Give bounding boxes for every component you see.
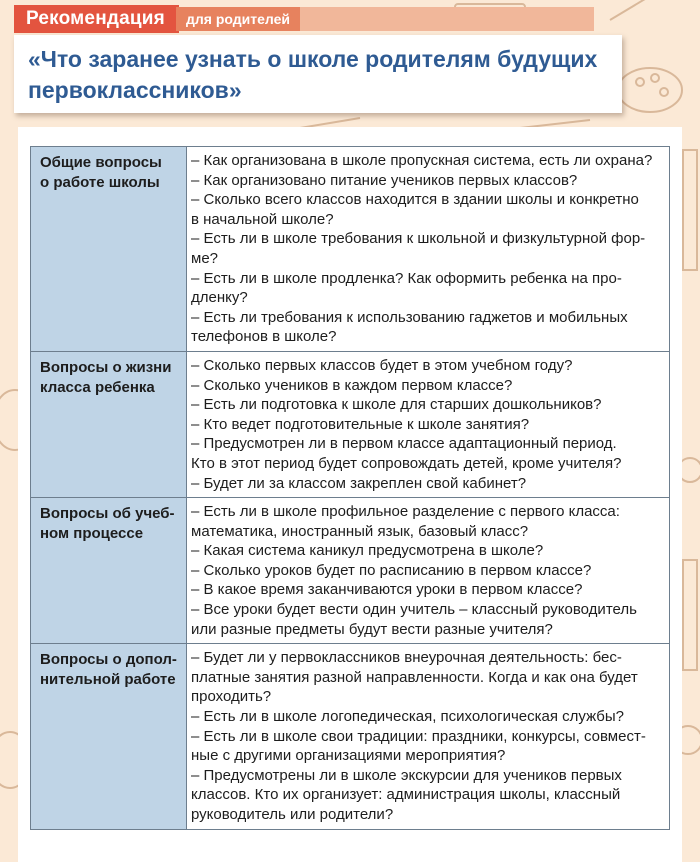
question-line: – Сколько всего классов находится в здании школы и конкретно <box>191 191 639 209</box>
question-line: – Сколько учеников в каждом первом классе? <box>191 376 513 394</box>
table-row <box>31 147 670 352</box>
question-line: – Предусмотрены ли в школе экскурсии для учеников первых <box>191 766 622 784</box>
category-cell <box>31 147 187 352</box>
question-line: – Есть ли в школе профильное разделение с первого класса: <box>191 503 620 521</box>
question-line: проходить? <box>191 688 272 706</box>
question-line: – Есть ли в школе требования к школьной и физкультурной фор- <box>191 230 646 248</box>
category-cell <box>31 351 187 497</box>
category-line: о работе школы <box>40 173 160 191</box>
question-line: – Какая система каникул предусмотрена в школе? <box>191 542 544 560</box>
question-line: ные с другими организациями мероприятия? <box>191 747 506 765</box>
questions-cell <box>187 644 670 829</box>
question-line: платные занятия разной направленности. Когда и как она будет <box>191 668 638 686</box>
recommendation-tag: Рекомендация <box>14 5 179 33</box>
question-line: – Как организована в школе пропускная система, есть ли охрана? <box>191 152 653 169</box>
question-line: – Все уроки будет вести один учитель – классный руководитель <box>191 601 637 619</box>
category-line: Вопросы о допол- <box>40 651 177 669</box>
question-line: – Будет ли за классом закреплен свой кабинет? <box>191 474 527 492</box>
questions-cell <box>187 147 670 352</box>
table-row <box>31 644 670 829</box>
question-line: – Как организовано питание учеников первых классов? <box>191 171 578 189</box>
title-line: первоклассников» <box>28 77 242 103</box>
questions-cell <box>187 351 670 497</box>
question-line: математика, иностранный язык, базовый класс? <box>191 522 529 540</box>
questions-cell <box>187 498 670 644</box>
question-line: – Кто ведет подготовительные к школе занятия? <box>191 415 530 433</box>
question-line: в начальной школе? <box>191 210 334 228</box>
category-cell <box>31 498 187 644</box>
table-row <box>31 351 670 497</box>
category-line: Вопросы об учеб- <box>40 505 175 523</box>
page-title <box>28 44 618 106</box>
question-line: – Предусмотрен ли в первом классе адаптационный период. <box>191 435 617 453</box>
question-line: или разные предметы будут вести разные учителя? <box>191 620 553 638</box>
question-line: классов. Кто их организует: администрация школы, классный <box>191 786 621 804</box>
category-line: ном процессе <box>40 524 144 542</box>
question-line: – Сколько первых классов будет в этом учебном году? <box>191 356 573 374</box>
question-line: – Есть ли в школе продленка? Как оформить ребенка на про- <box>191 269 622 287</box>
category-cell <box>31 644 187 829</box>
question-line: телефонов в школе? <box>191 328 337 346</box>
category-line: нительной работе <box>40 670 176 688</box>
question-line: ме? <box>191 249 218 267</box>
question-line: – Есть ли подготовка к школе для старших дошкольников? <box>191 396 602 414</box>
question-line: – Сколько уроков будет по расписанию в первом классе? <box>191 561 592 579</box>
question-line: дленку? <box>191 289 248 307</box>
category-line: класса ребенка <box>40 378 155 396</box>
category-line: Общие вопросы <box>40 154 162 171</box>
category-line: Вопросы о жизни <box>40 358 172 376</box>
question-line: – Есть ли требования к использованию гаджетов и мобильных <box>191 308 628 326</box>
question-line: – В какое время заканчиваются уроки в первом классе? <box>191 581 583 599</box>
question-line: – Есть ли в школе свои традиции: праздники, конкурсы, совмест- <box>191 727 646 745</box>
question-line: – Будет ли у первоклассников внеурочная деятельность: бес- <box>191 649 622 667</box>
question-line: руководитель или родители? <box>191 806 394 823</box>
question-line: – Есть ли в школе логопедическая, психологическая службы? <box>191 708 625 726</box>
table-row <box>31 498 670 644</box>
audience-tag: для родителей <box>176 7 300 31</box>
title-line: «Что заранее узнать о школе родителям будущих <box>28 46 598 72</box>
question-line: Кто в этот период будет сопровождать детей, кроме учителя? <box>191 454 622 472</box>
questions-table <box>30 146 670 830</box>
